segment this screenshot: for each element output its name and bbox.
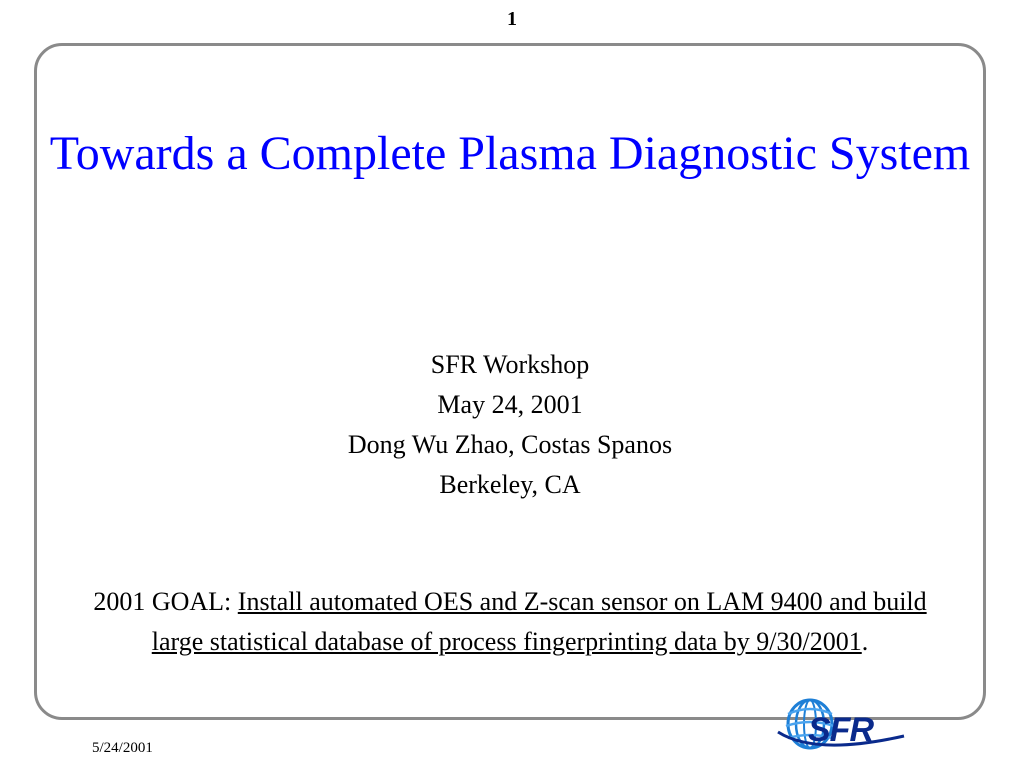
location-line: Berkeley, CA: [439, 470, 581, 499]
goal-suffix: .: [861, 627, 869, 656]
slide-title: Towards a Complete Plasma Diagnostic System: [49, 127, 971, 180]
authors-line: Dong Wu Zhao, Costas Spanos: [347, 430, 673, 459]
footer-date: 5/24/2001: [92, 740, 153, 756]
page-number: 1: [507, 8, 517, 30]
goal-prefix: 2001 GOAL:: [93, 587, 238, 616]
goal-statement: [70, 582, 950, 662]
workshop-line: SFR Workshop: [430, 350, 590, 379]
logo-text: SFR: [808, 711, 873, 749]
slide-meta: [34, 345, 986, 505]
date-line: May 24, 2001: [437, 390, 583, 419]
goal-text: Install automated OES and Z-scan sensor on LAM 9400 and build large statistical database of process fingerprinting data by 9/30/2001: [151, 587, 927, 656]
